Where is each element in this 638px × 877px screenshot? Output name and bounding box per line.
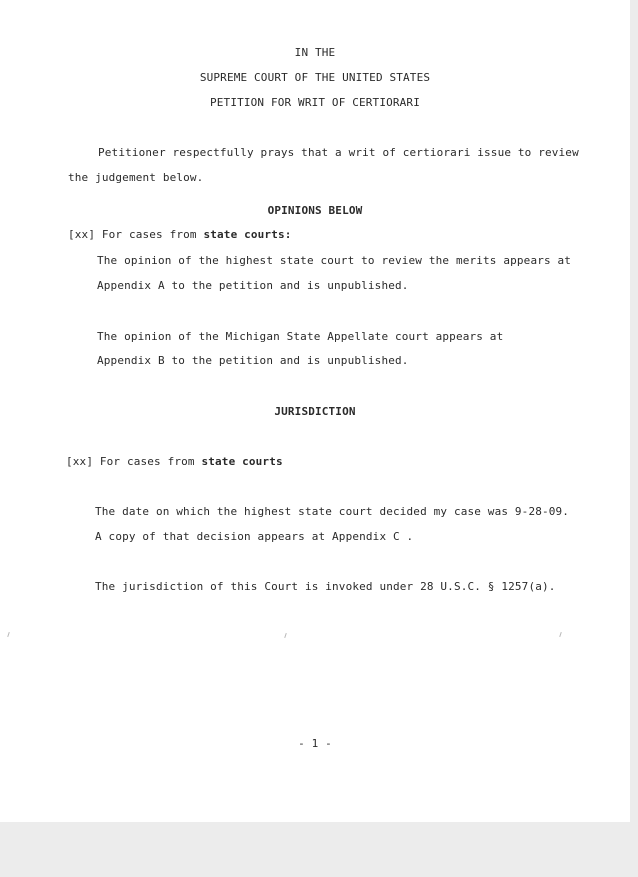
opinions-cases-bold: state courts: — [203, 228, 292, 241]
page-number: - 1 - — [298, 737, 332, 750]
jurisdiction-heading: JURISDICTION — [274, 405, 356, 418]
opinion-2-line-2: Appendix B to the petition and is unpublished. — [97, 354, 409, 367]
jurisdiction-appendix-reference: A copy of that decision appears at Appendix C . — [95, 530, 414, 543]
opinions-cases-line — [68, 228, 292, 241]
scan-mark — [284, 633, 286, 638]
jurisdiction-cases-line — [66, 455, 283, 468]
jurisdiction-statute: The jurisdiction of this Court is invoked under 28 U.S.C. § 1257(a). — [95, 580, 556, 593]
jurisdiction-checkbox-mark: [xx] — [66, 455, 94, 468]
opinions-checkbox-mark: [xx] — [68, 228, 96, 241]
jurisdiction-decision-date: The date on which the highest state court decided my case was 9-28-09. — [95, 505, 570, 518]
scan-mark — [7, 632, 9, 637]
header-court-name: SUPREME COURT OF THE UNITED STATES — [199, 71, 431, 84]
intro-line-2: the judgement below. — [68, 171, 204, 184]
opinions-cases-prefix: For cases from — [101, 228, 197, 241]
jurisdiction-cases-prefix: For cases from — [99, 455, 195, 468]
jurisdiction-cases-bold: state courts — [201, 455, 283, 468]
header-in-the: IN THE — [294, 46, 336, 59]
scan-mark — [559, 632, 561, 637]
opinions-below-heading: OPINIONS BELOW — [267, 204, 363, 217]
opinion-1-line-2: Appendix A to the petition and is unpublished. — [97, 279, 409, 292]
opinion-1-line-1: The opinion of the highest state court to review the merits appears at — [97, 254, 572, 267]
opinion-2-line-1: The opinion of the Michigan State Appellate court appears at — [97, 330, 504, 343]
intro-line-1: Petitioner respectfully prays that a writ of certiorari issue to review — [98, 146, 579, 159]
header-petition-title: PETITION FOR WRIT OF CERTIORARI — [210, 96, 420, 109]
